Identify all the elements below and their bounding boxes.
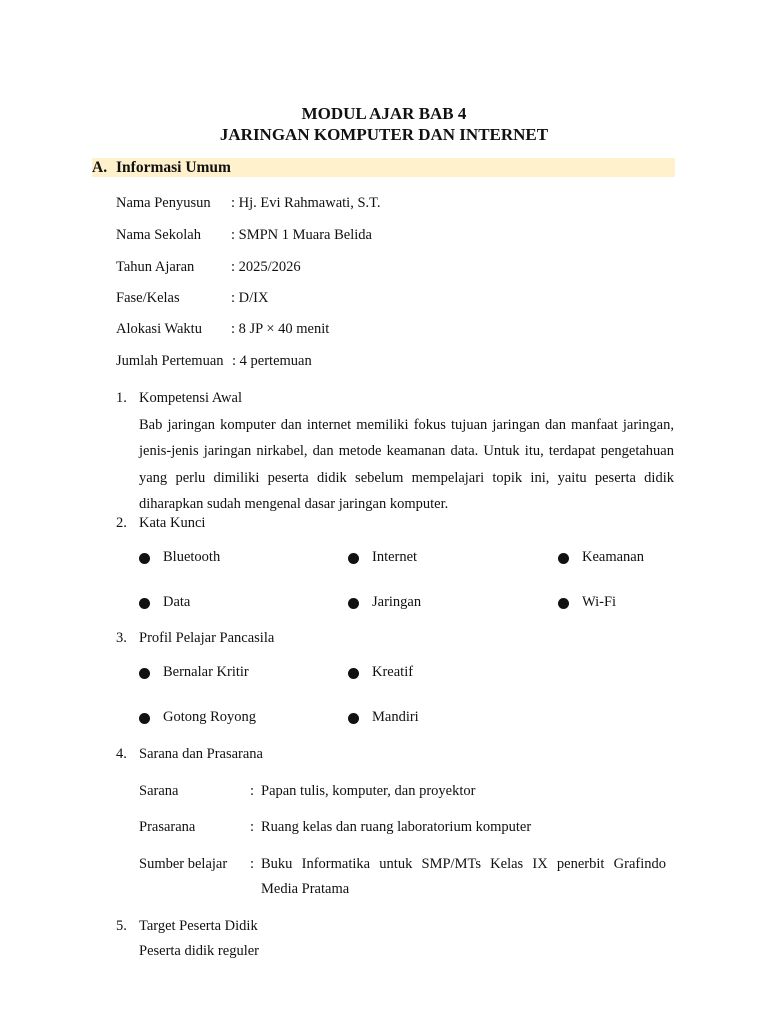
item-title-kata-kunci: Kata Kunci <box>139 515 206 531</box>
keyword-label: Wi-Fi <box>582 594 617 610</box>
item-title-kompetensi: Kompetensi Awal <box>139 390 242 406</box>
item-number: 2. <box>116 515 127 531</box>
item-number: 4. <box>116 746 127 762</box>
item-title-sarana: Sarana dan Prasarana <box>139 746 263 762</box>
bullet-icon <box>139 598 150 609</box>
item-number: 1. <box>116 390 127 406</box>
prasarana-label: Prasarana <box>139 819 196 835</box>
info-value: : SMPN 1 Muara Belida <box>231 227 372 243</box>
item-number: 3. <box>116 630 127 646</box>
bullet-icon <box>139 668 150 679</box>
bullet-icon <box>348 713 359 724</box>
info-label: Fase/Kelas <box>116 290 180 306</box>
info-label: Jumlah Pertemuan <box>116 353 224 369</box>
prasarana-colon: : <box>250 819 255 835</box>
bullet-icon <box>139 553 150 564</box>
info-value: : 2025/2026 <box>231 259 301 275</box>
prasarana-value: Ruang kelas dan ruang laboratorium komputer <box>261 819 532 835</box>
bullet-icon <box>348 553 359 564</box>
profil-label: Bernalar Kritir <box>163 664 249 680</box>
bullet-icon <box>558 553 569 564</box>
info-value: : 4 pertemuan <box>232 353 312 369</box>
profil-label: Kreatif <box>372 664 414 680</box>
keyword-label: Bluetooth <box>163 549 221 565</box>
bullet-icon <box>348 668 359 679</box>
sumber-belajar-label: Sumber belajar <box>139 856 228 872</box>
keyword-label: Data <box>163 594 191 610</box>
item-title-target: Target Peserta Didik <box>139 918 258 934</box>
sarana-value: Papan tulis, komputer, dan proyektor <box>261 783 476 799</box>
sumber-belajar-colon: : <box>250 856 255 872</box>
info-label: Tahun Ajaran <box>116 259 195 275</box>
sarana-colon: : <box>250 783 255 799</box>
kompetensi-paragraph: Bab jaringan komputer dan internet memiliki fokus tujuan jaringan dan manfaat jaringan, jenis-jenis jaringan nirkabel, dan metode keamanan data. Untuk itu, terdapat pengetahuan yang perlu dimiliki peserta didik sebelum mempelajari topik ini, yaitu peserta didik diharapkan sudah mengenal dasar jaringan komputer. <box>139 417 674 512</box>
item-title-profil: Profil Pelajar Pancasila <box>139 630 275 646</box>
bullet-icon <box>139 713 150 724</box>
info-value: : Hj. Evi Rahmawati, S.T. <box>231 195 381 211</box>
bullet-icon <box>348 598 359 609</box>
module-subtitle: JARINGAN KOMPUTER DAN INTERNET <box>219 125 549 144</box>
section-title: Informasi Umum <box>116 159 231 176</box>
info-value: : 8 JP × 40 menit <box>231 321 330 337</box>
profil-label: Mandiri <box>372 709 419 725</box>
bullet-icon <box>558 598 569 609</box>
sarana-label: Sarana <box>139 783 179 799</box>
keyword-label: Keamanan <box>582 549 644 565</box>
item-number: 5. <box>116 918 127 934</box>
info-label: Nama Penyusun <box>116 195 211 211</box>
info-label: Alokasi Waktu <box>116 321 202 337</box>
sumber-belajar-value: Buku Informatika untuk SMP/MTs Kelas IX penerbit Grafindo Media Pratama <box>261 856 666 897</box>
section-letter: A. <box>92 159 108 176</box>
info-label: Nama Sekolah <box>116 227 201 243</box>
keyword-label: Jaringan <box>372 594 422 610</box>
info-value: : D/IX <box>231 290 269 306</box>
target-text: Peserta didik reguler <box>139 943 259 959</box>
module-title: MODUL AJAR BAB 4 <box>301 104 467 123</box>
profil-label: Gotong Royong <box>163 709 257 725</box>
keyword-label: Internet <box>372 549 418 565</box>
